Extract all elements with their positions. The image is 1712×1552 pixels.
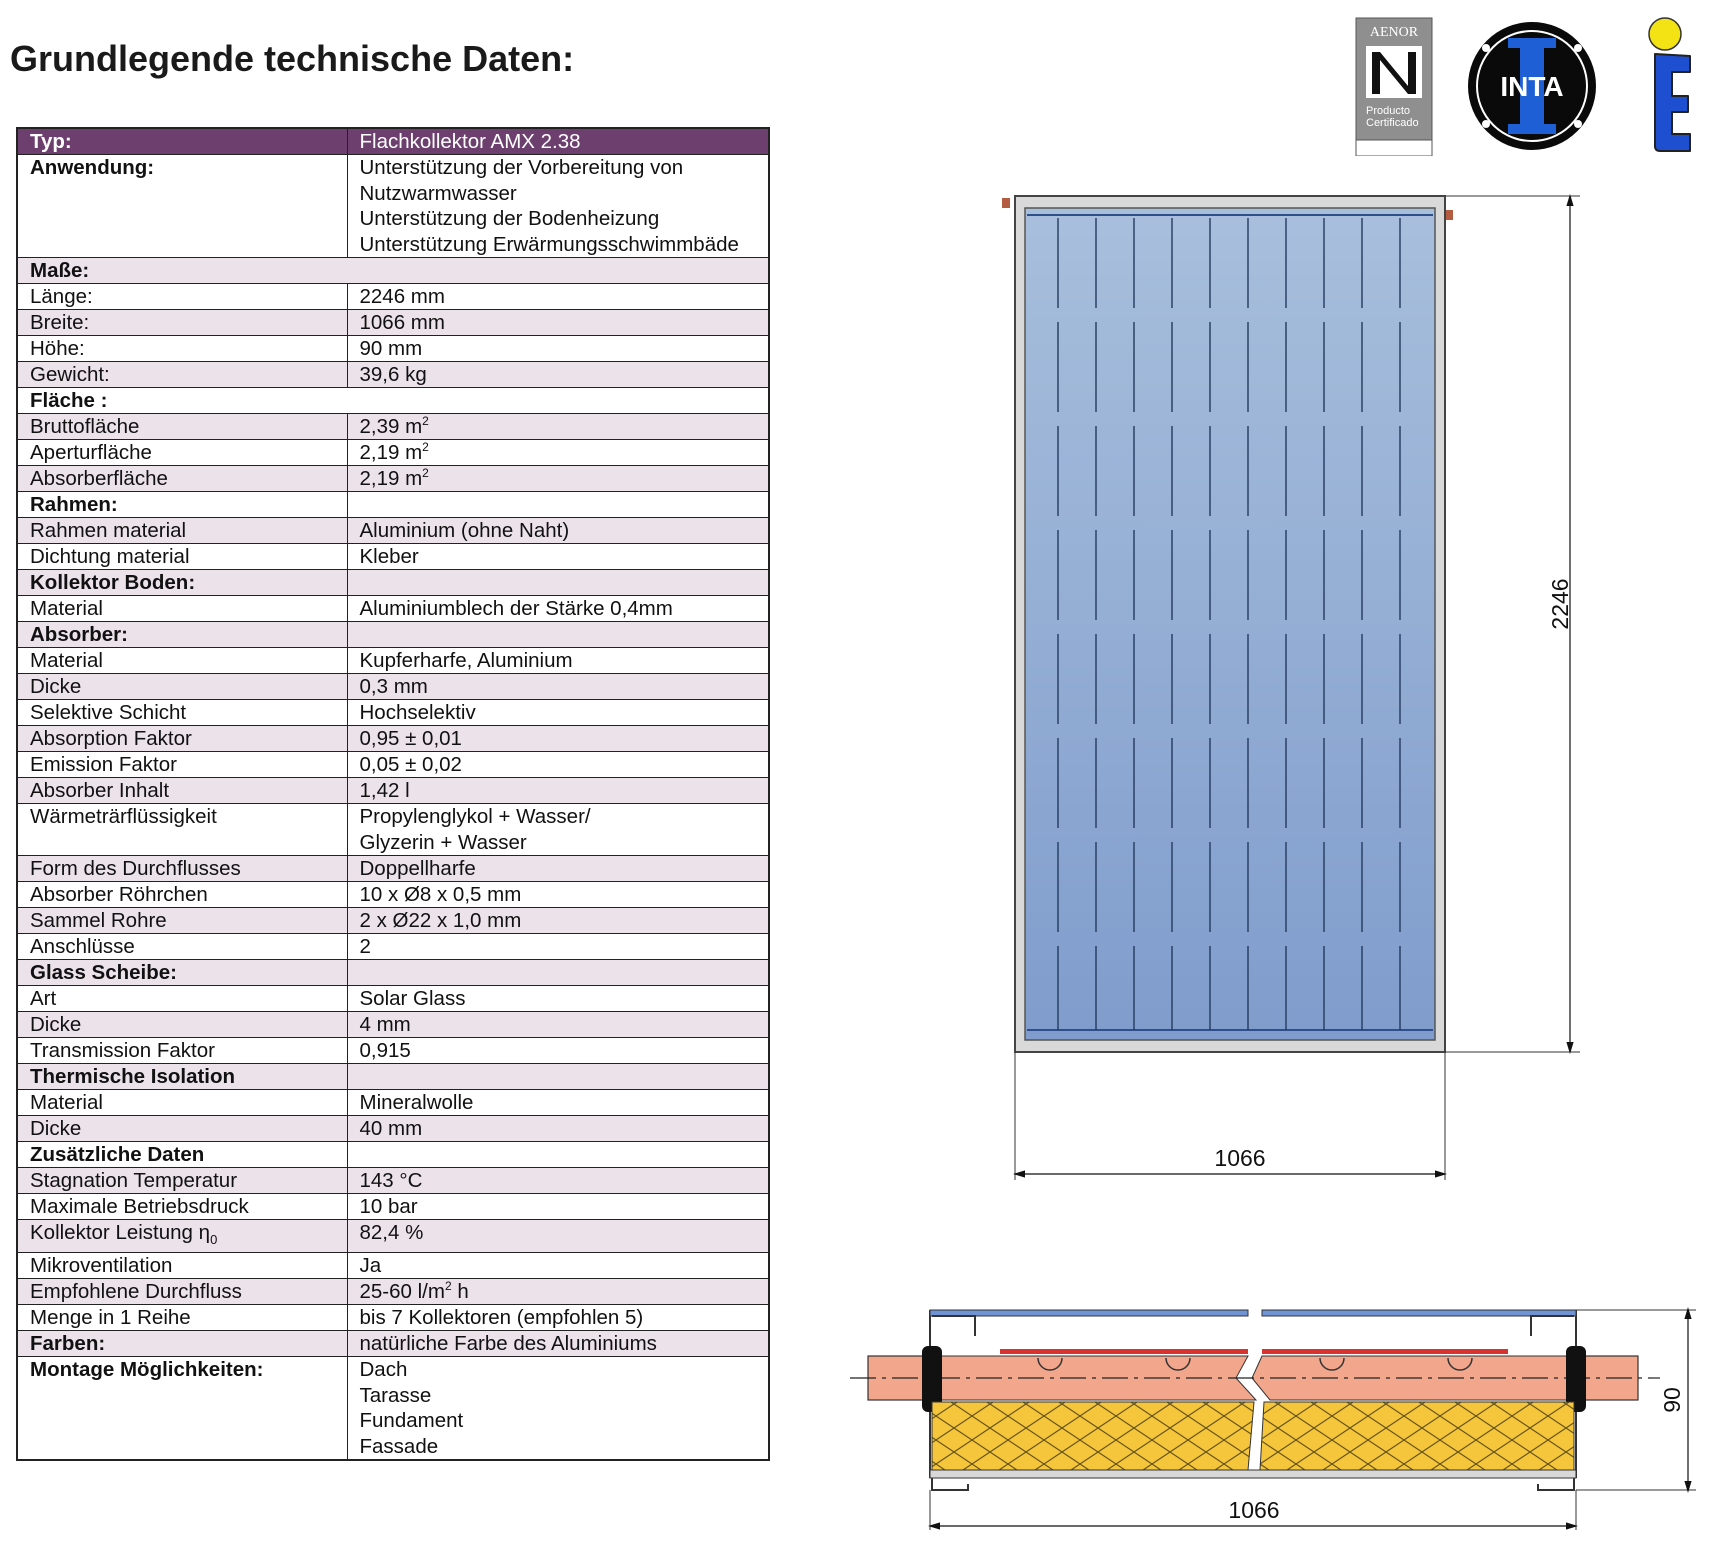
spec-value <box>347 570 769 596</box>
spec-label-text: Absorber Röhrchen <box>30 883 208 906</box>
spec-label-text: Höhe: <box>30 337 85 360</box>
spec-value-text: 39,6 kg <box>359 363 427 386</box>
spec-row <box>17 1064 769 1090</box>
spec-value <box>347 1116 769 1142</box>
spec-row <box>17 804 769 856</box>
spec-value-superscript: 2 <box>444 1279 452 1294</box>
spec-label-text: Absorption Faktor <box>30 727 192 750</box>
spec-label-text: Transmission Faktor <box>30 1039 215 1062</box>
spec-label <box>17 518 347 544</box>
spec-label <box>17 544 347 570</box>
spec-label-text: Absorber: <box>30 623 128 646</box>
collector-cross-section <box>850 1310 1696 1530</box>
spec-row <box>17 284 769 310</box>
spec-value-text: 90 mm <box>359 337 423 360</box>
spec-row <box>17 622 769 648</box>
spec-label-text: Absorberfläche <box>30 467 168 490</box>
spec-label <box>17 155 347 258</box>
spec-value <box>347 986 769 1012</box>
spec-value-text: Solar Glass <box>359 987 466 1010</box>
spec-label-text: Rahmen: <box>30 493 118 516</box>
spec-label <box>17 1168 347 1194</box>
spec-value <box>347 934 769 960</box>
spec-value <box>347 778 769 804</box>
spec-label-subscript: 0 <box>210 1232 218 1248</box>
spec-value <box>347 804 769 856</box>
spec-row <box>17 440 769 466</box>
spec-row <box>17 310 769 336</box>
spec-label <box>17 1116 347 1142</box>
spec-value-line: Unterstützung der Vorbereitung von <box>359 156 684 179</box>
spec-label <box>17 1253 347 1279</box>
spec-value <box>347 1279 769 1305</box>
spec-value-text: 2246 mm <box>359 285 445 308</box>
spec-label <box>17 648 347 674</box>
spec-label-text: Selektive Schicht <box>30 701 187 724</box>
aenor-logo-subtext-1: Producto <box>1366 105 1411 117</box>
spec-value <box>347 440 769 466</box>
spec-label-text: Form des Durchflusses <box>30 857 241 880</box>
spec-label <box>17 492 347 518</box>
spec-value-text: 0,95 ± 0,01 <box>359 727 462 750</box>
spec-value-text: 2,19 m <box>359 467 423 490</box>
spec-row <box>17 674 769 700</box>
spec-value-line: Dach <box>359 1358 408 1382</box>
spec-value-text: 0,915 <box>359 1039 411 1062</box>
spec-value-text: Mineralwolle <box>359 1091 474 1114</box>
spec-value-suffix: h <box>451 1280 469 1304</box>
spec-label-text: Emission Faktor <box>30 753 177 776</box>
spec-row <box>17 1012 769 1038</box>
spec-label <box>17 882 347 908</box>
spec-label <box>17 1064 347 1090</box>
spec-row <box>17 544 769 570</box>
spec-value <box>347 960 769 986</box>
spec-row <box>17 155 769 258</box>
section-width-dimension-label: 1066 <box>1228 1497 1280 1523</box>
spec-label <box>17 778 347 804</box>
spec-label-text: Farben: <box>30 1332 106 1356</box>
spec-row <box>17 1357 769 1461</box>
spec-value <box>347 1142 769 1168</box>
spec-label-text: Fläche : <box>30 389 108 412</box>
spec-label <box>17 570 347 596</box>
spec-value-text: 82,4 % <box>359 1221 424 1244</box>
spec-value <box>347 1038 769 1064</box>
spec-row <box>17 1168 769 1194</box>
spec-value <box>347 1194 769 1220</box>
spec-value-text: Aluminiumblech der Stärke 0,4mm <box>359 597 673 620</box>
spec-value-text: Hochselektiv <box>359 701 476 724</box>
spec-row <box>17 648 769 674</box>
spec-value-line: Nutzwarmwasser <box>359 181 517 205</box>
spec-value <box>347 856 769 882</box>
spec-label-text: Aperturfläche <box>30 441 152 464</box>
spec-table-body <box>17 128 769 1460</box>
spec-value-text: Kleber <box>359 545 419 568</box>
spec-label-text: Bruttofläche <box>30 415 140 438</box>
spec-value-superscript: 2 <box>422 466 429 481</box>
spec-label <box>17 596 347 622</box>
section-height-dimension-label: 90 <box>1659 1387 1685 1413</box>
spec-label <box>17 362 347 388</box>
spec-label <box>17 752 347 778</box>
spec-row <box>17 986 769 1012</box>
spec-value <box>347 1220 769 1253</box>
spec-value-text: 0,3 mm <box>359 675 428 698</box>
spec-label-text: Material <box>30 649 103 672</box>
spec-row <box>17 908 769 934</box>
spec-value <box>347 1168 769 1194</box>
spec-label-text: Rahmen material <box>30 519 187 542</box>
spec-label <box>17 1357 347 1461</box>
spec-value-text: Kupferharfe, Aluminium <box>359 649 573 672</box>
spec-value <box>347 362 769 388</box>
spec-value-superscript: 2 <box>422 414 429 429</box>
spec-label <box>17 908 347 934</box>
spec-value <box>347 726 769 752</box>
e-logo <box>1649 18 1690 151</box>
spec-value-text: 0,05 ± 0,02 <box>359 753 462 776</box>
spec-label-text: Dichtung material <box>30 545 190 568</box>
spec-label-text: Zusätzliche Daten <box>30 1143 205 1166</box>
spec-value-text: Flachkollektor AMX 2.38 <box>359 130 581 153</box>
spec-label <box>17 1194 347 1220</box>
spec-value <box>347 622 769 648</box>
spec-value-text: 2,19 m <box>359 441 423 464</box>
spec-value-text: 1,42 l <box>359 779 410 802</box>
spec-label-text: Maße: <box>30 259 90 282</box>
spec-value-text: natürliche Farbe des Aluminiums <box>359 1332 657 1356</box>
spec-value <box>347 908 769 934</box>
spec-label <box>17 1012 347 1038</box>
spec-row <box>17 1142 769 1168</box>
spec-label-text: Mikroventilation <box>30 1254 173 1278</box>
spec-label-text: Gewicht: <box>30 363 110 386</box>
spec-value <box>347 882 769 908</box>
spec-label <box>17 622 347 648</box>
spec-label <box>17 1090 347 1116</box>
spec-label <box>17 726 347 752</box>
spec-label <box>17 674 347 700</box>
spec-label-text: Material <box>30 1091 103 1114</box>
spec-label-text: Dicke <box>30 675 82 698</box>
spec-row <box>17 960 769 986</box>
spec-label <box>17 934 347 960</box>
spec-value-line: Tarasse <box>359 1383 432 1407</box>
spec-value-line: Fassade <box>359 1434 439 1458</box>
spec-value-text: Aluminium (ohne Naht) <box>359 519 570 542</box>
spec-value <box>347 128 769 155</box>
spec-value-line: Propylenglykol + Wasser/ <box>359 805 591 828</box>
spec-row <box>17 596 769 622</box>
spec-value-line: Glyzerin + Wasser <box>359 830 527 854</box>
spec-row <box>17 414 769 440</box>
inta-logo <box>1468 22 1596 150</box>
spec-label <box>17 414 347 440</box>
spec-value-text: 143 °C <box>359 1169 423 1192</box>
spec-row <box>17 856 769 882</box>
spec-label <box>17 466 347 492</box>
spec-value <box>347 674 769 700</box>
spec-value <box>347 1064 769 1090</box>
spec-label <box>17 388 769 414</box>
spec-value-text: bis 7 Kollektoren (empfohlen 5) <box>359 1306 644 1330</box>
spec-label <box>17 258 769 284</box>
spec-label <box>17 1305 347 1331</box>
spec-value <box>347 155 769 258</box>
spec-row <box>17 518 769 544</box>
spec-value <box>347 596 769 622</box>
spec-row <box>17 882 769 908</box>
spec-value <box>347 648 769 674</box>
spec-value <box>347 1305 769 1331</box>
spec-value <box>347 466 769 492</box>
spec-label <box>17 700 347 726</box>
spec-value-text: Ja <box>359 1254 382 1278</box>
spec-label <box>17 336 347 362</box>
spec-label-text: Montage Möglichkeiten: <box>30 1358 264 1382</box>
spec-row <box>17 570 769 596</box>
spec-value <box>347 284 769 310</box>
spec-row <box>17 362 769 388</box>
spec-value-text: 25-60 l/m <box>359 1280 445 1304</box>
spec-value-text: 1066 mm <box>359 311 445 334</box>
spec-label-text: Anwendung: <box>30 156 155 179</box>
height-dimension-label: 2246 <box>1547 578 1573 630</box>
spec-label-text: Absorber Inhalt <box>30 779 170 802</box>
spec-label-text: Thermische Isolation <box>30 1065 236 1088</box>
inta-logo-text: INTA <box>1500 71 1564 102</box>
spec-row <box>17 1279 769 1305</box>
spec-value <box>347 414 769 440</box>
spec-row <box>17 1220 769 1253</box>
spec-value-text: 2 x Ø22 x 1,0 mm <box>359 909 522 932</box>
spec-label <box>17 1331 347 1357</box>
page-title: Grundlegende technische Daten: <box>10 38 575 79</box>
spec-value <box>347 1090 769 1116</box>
spec-row <box>17 1038 769 1064</box>
spec-value <box>347 1012 769 1038</box>
spec-row <box>17 1194 769 1220</box>
spec-value <box>347 752 769 778</box>
spec-value-line: Unterstützung Erwärmungsschwimmbäde <box>359 232 739 256</box>
spec-value <box>347 518 769 544</box>
spec-label-text: Breite: <box>30 311 90 334</box>
spec-label <box>17 1220 347 1253</box>
spec-label-text: Sammel Rohre <box>30 909 167 932</box>
spec-label <box>17 804 347 856</box>
spec-row <box>17 778 769 804</box>
spec-row <box>17 1331 769 1357</box>
spec-row <box>17 1305 769 1331</box>
spec-row <box>17 258 769 284</box>
spec-label-text: Empfohlene Durchfluss <box>30 1280 242 1304</box>
spec-label-text: Art <box>30 987 57 1010</box>
spec-row <box>17 128 769 155</box>
aenor-logo <box>1356 18 1432 156</box>
collector-front-view <box>1002 196 1580 1180</box>
spec-label-text: Dicke <box>30 1117 82 1140</box>
spec-value <box>347 544 769 570</box>
spec-label-text: Maximale Betriebsdruck <box>30 1195 249 1218</box>
spec-label-text: Wärmeträrflüssigkeit <box>30 805 217 828</box>
spec-row <box>17 752 769 778</box>
spec-value-line: Fundament <box>359 1409 464 1433</box>
spec-value <box>347 700 769 726</box>
spec-value <box>347 1331 769 1357</box>
spec-value-text: 40 mm <box>359 1117 423 1140</box>
spec-label <box>17 1279 347 1305</box>
spec-value-text: 10 bar <box>359 1195 418 1218</box>
spec-row <box>17 934 769 960</box>
spec-label-text: Länge: <box>30 285 93 308</box>
spec-label <box>17 128 347 155</box>
spec-label <box>17 986 347 1012</box>
spec-value <box>347 336 769 362</box>
spec-row <box>17 1090 769 1116</box>
spec-value-superscript: 2 <box>422 440 429 455</box>
spec-label <box>17 284 347 310</box>
spec-label-text: Glass Scheibe: <box>30 961 177 984</box>
spec-label <box>17 856 347 882</box>
spec-row <box>17 492 769 518</box>
spec-value-text: 2 <box>359 935 371 958</box>
spec-label <box>17 310 347 336</box>
spec-value-text: 4 mm <box>359 1013 411 1036</box>
spec-label-text: Kollektor Boden: <box>30 571 196 594</box>
spec-row <box>17 466 769 492</box>
spec-value-line: Unterstützung der Bodenheizung <box>359 207 660 230</box>
spec-row <box>17 1253 769 1279</box>
spec-value-text: 2,39 m <box>359 415 423 438</box>
spec-value-text: Doppellharfe <box>359 857 476 880</box>
spec-label-text: Anschlüsse <box>30 935 135 958</box>
spec-label <box>17 960 347 986</box>
spec-table <box>16 127 770 1461</box>
spec-label-text: Material <box>30 597 103 620</box>
spec-label <box>17 440 347 466</box>
spec-value-text: 10 x Ø8 x 0,5 mm <box>359 883 522 906</box>
spec-label-text: Stagnation Temperatur <box>30 1169 238 1192</box>
spec-row <box>17 388 769 414</box>
spec-row <box>17 700 769 726</box>
width-dimension-label: 1066 <box>1214 1145 1266 1171</box>
spec-row <box>17 726 769 752</box>
spec-value <box>347 1357 769 1461</box>
spec-value <box>347 492 769 518</box>
spec-row <box>17 336 769 362</box>
spec-label-text: Dicke <box>30 1013 82 1036</box>
aenor-logo-subtext-2: Certificado <box>1366 117 1419 129</box>
spec-row <box>17 1116 769 1142</box>
spec-label-text: Typ: <box>30 130 72 153</box>
spec-label-text: Kollektor Leistung η <box>30 1221 211 1244</box>
spec-value <box>347 310 769 336</box>
aenor-logo-text: AENOR <box>1369 25 1419 40</box>
spec-label-text: Menge in 1 Reihe <box>30 1306 191 1330</box>
spec-label <box>17 1142 347 1168</box>
spec-value <box>347 1253 769 1279</box>
spec-label <box>17 1038 347 1064</box>
